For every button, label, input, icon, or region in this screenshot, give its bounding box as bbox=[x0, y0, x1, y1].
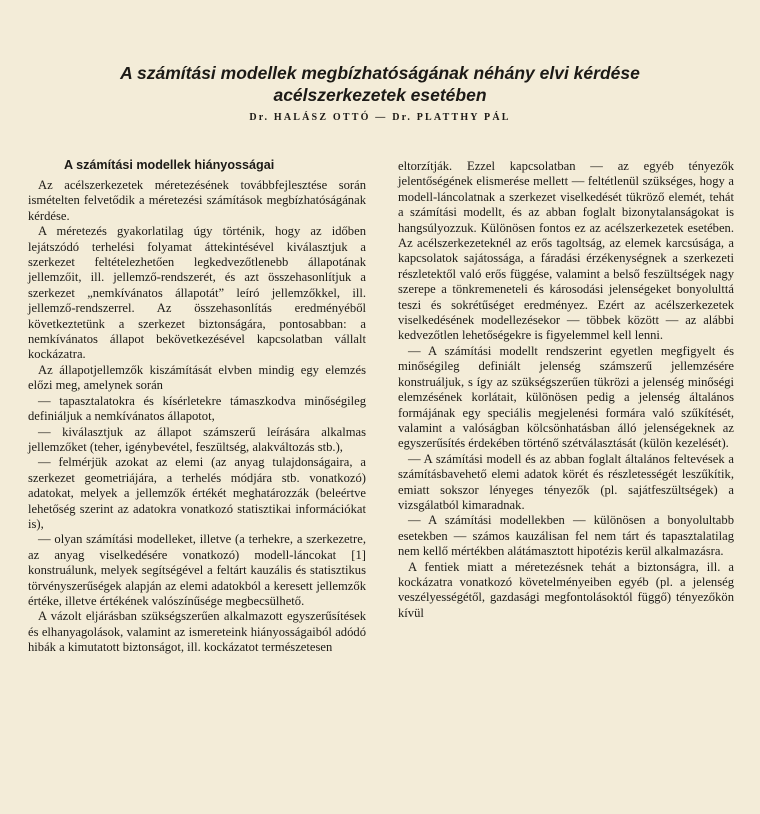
article-authors: Dr. HALÁSZ OTTÓ — Dr. PLATTHY PÁL bbox=[249, 112, 511, 123]
list-item: — A számítási modell és az abban foglalt általános feltevések a számításbavehető elemi adatok körét és részletességét leszűkítik, emiatt sokszor lényeges tényezők (pl. sajátfeszültségek) a vizsgálatból kimaradnak. bbox=[398, 451, 734, 512]
paragraph: Az állapotjellemzők kiszámítását elvben mindig egy elemzés előzi meg, amelynek során bbox=[28, 362, 366, 393]
article-title-line-1: A számítási modellek megbízhatóságának néhány elvi kérdése bbox=[120, 63, 640, 83]
list-item: — A számítási modellt rendszerint egyetlen megfigyelt és minőségileg definiált jelenség számszerű jellemzésére konstruáljuk, s így az szükségszerűen tükrözi a jelenség minőségi elemzésének korlátait, különösen pedig a jelenség általános formájának egy speciális megjelenési formára való szűkítését, valamint a valóságban kölcsönhatásban álló jelenségeknek az egyszerűsítés érdekében történő szétválasztását (külön kezelését). bbox=[398, 343, 734, 451]
list-item: — olyan számítási modelleket, illetve (a terhekre, a szerkezetre, az anyag viselkedésére vonatkozó) modell-láncokat [1] konstruálunk, melyek segítségével a feltárt kauzális és statisztikus törvényszerűségek alapján az elemi adatokból a keresett jellemzők értéke, illetve értékének valószínűsége megbecsülhető. bbox=[28, 532, 366, 608]
left-column bbox=[28, 158, 366, 656]
list-item: — felmérjük azokat az elemi (az anyag tulajdonságaira, a szerkezet geometriájára, a terhelés módjára stb. vonatkozó) adatokat, melyek a jellemzők értékét meghatározzák (beleértve lehetőség szerint az adatokra vonatkozó statisztikai információkat is), bbox=[28, 455, 366, 531]
paragraph: Az acélszerkezetek méretezésének továbbfejlesztése során ismételten felvetődik a méretezési számítások megbízhatóságának kérdése. bbox=[28, 178, 366, 223]
paragraph: A vázolt eljárásban szükségszerűen alkalmazott egyszerűsítések és elhanyagolások, valamint az ismereteink hiányosságaiból adódó hibák a kimutatott biztonságot, ill. kockázatot természetesen bbox=[28, 609, 366, 655]
paragraph: A méretezés gyakorlatilag úgy történik, hogy az időben lejátszódó terhelési folyamat áttekintésével kiválasztjuk a szerkezet feltételezhetően legkedvezőtlenebb állapotának jellemzőit, ill. jellemző-rendszerét, és azt összehasonlítjuk a szerkezet „nemkívánatos állapotát” leíró jellemzőkkel, ill. jellemző-rendszerrel. Az összehasonlítás eredményéből következtetünk a szerkezet biztonságára, pontosabban: a nemkívánatos állapot bekövetkezésével kapcsolatban vállalt kockázatra. bbox=[28, 224, 366, 362]
list-item: — A számítási modellekben — különösen a bonyolultabb esetekben — számos kauzálisan fel nem tárt és tapasztalatilag nem kellő mértékben alátámasztott hipotézis kerül alkalmazásra. bbox=[398, 513, 734, 559]
right-column bbox=[398, 159, 734, 621]
paragraph: eltorzítják. Ezzel kapcsolatban — az egyéb tényezők jelentőségének elismerése mellett — feltétlenül szükséges, hogy a modell-láncolatnak a szerkezet viselkedését tükröző elemét, tehát a számítási modellt, és az abban foglalt bizonytalanságokat is hangsúlyozzuk. Különösen fontos ez az acélszerkezetek esetében. Az acélszerkezeteknél az erős tagoltság, az elemek karcsúsága, a kapcsolatok sajátossága, a fáradási érzékenységnek a szerkezeti részletektől való erős függése, valamint a belső feszültségek nagy szerepe a tönkremeneteli és károsodási jelenségeket bonyolulttá teszi és sokrétűséget eredményez. Ezért az acélszerkezetek viselkedésének modellezésekor — többek között — az alábbi kedvezőtlen lehetőségekre is figyelemmel kell lenni. bbox=[398, 159, 734, 343]
article-title-line-2: acélszerkezetek esetében bbox=[273, 85, 487, 105]
list-item: — tapasztalatokra és kísérletekre támaszkodva minőségileg definiáljuk a nemkívánatos állapotot, bbox=[28, 393, 366, 424]
list-item: — kiválasztjuk az állapot számszerű leírására alkalmas jellemzőket (teher, igénybevétel, feszültség, alakváltozás stb.), bbox=[28, 424, 366, 454]
article-title bbox=[30, 62, 730, 106]
section-heading: A számítási modellek hiányosságai bbox=[64, 158, 275, 172]
paragraph: A fentiek miatt a méretezésnek tehát a biztonságra, ill. a kockázatra vonatkozó követelményeiben egyéb (pl. a jelenség veszélyességétől, gazdasági megfontolásoktól függő) tényezőkön kívül bbox=[398, 559, 734, 620]
